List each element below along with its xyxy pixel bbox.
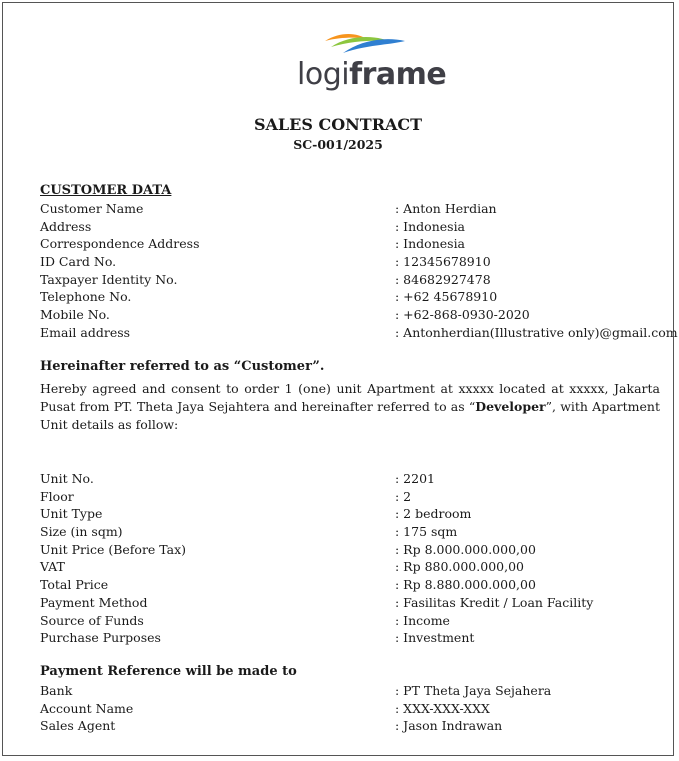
customer-row: Telephone No. : +62 45678910 <box>40 289 498 305</box>
unit-row: Unit Type : 2 bedroom <box>40 506 472 522</box>
unit-row: Payment Method : Fasilitas Kredit / Loan Facility <box>40 594 594 610</box>
unit-row: Unit No. : 2201 <box>40 471 435 486</box>
logo-wordmark: logiframe <box>297 57 447 92</box>
customer-row: Mobile No. : +62-868-0930-2020 <box>40 307 530 323</box>
customer-row: Customer Name : Anton Herdian <box>40 201 497 216</box>
agreement-paragraph: Hereby agreed and consent to order 1 (one) unit Apartment at xxxxx located at xxxxx, Jakarta Pusat from PT. Theta Jaya Sejahtera and hereinafter referred to as “Developer”, with Apartment Unit details as follow: <box>40 381 660 432</box>
customer-data-heading: CUSTOMER DATA <box>40 183 172 198</box>
unit-row: Unit Price (Before Tax) : Rp 8.000.000.000,00 <box>40 541 536 557</box>
payment-row: Bank : PT Theta Jaya Sejahera <box>40 683 552 698</box>
customer-row: ID Card No. : 12345678910 <box>40 254 491 270</box>
customer-row: Correspondence Address : Indonesia <box>40 236 466 252</box>
payment-row: Account Name : XXX-XXX-XXX <box>40 700 490 716</box>
unit-row: Size (in sqm) : 175 sqm <box>40 524 458 540</box>
payment-reference-table <box>40 682 660 735</box>
payment-row: Sales Agent : Jason Indrawan <box>40 718 503 734</box>
unit-details-table <box>40 470 660 647</box>
logo-swoosh-icon <box>323 31 407 57</box>
document-title: SALES CONTRACT <box>253 115 423 134</box>
unit-row: Purchase Purposes : Investment <box>40 630 475 646</box>
unit-row: Total Price : Rp 8.880.000.000,00 <box>40 577 536 593</box>
customer-row: Taxpayer Identity No. : 84682927478 <box>40 271 491 287</box>
developer-term: Developer <box>475 399 546 414</box>
company-logo <box>297 31 447 101</box>
customer-data-table <box>40 200 678 342</box>
payment-reference-heading: Payment Reference will be made to <box>40 664 297 679</box>
unit-row: Floor : 2 <box>40 488 412 504</box>
customer-reference-heading: Hereinafter referred to as “Customer”. <box>40 359 325 374</box>
document-number: SC-001/2025 <box>293 137 383 152</box>
unit-row: VAT : Rp 880.000.000,00 <box>40 559 524 575</box>
customer-row: Email address : Antonherdian(Illustrative only)@gmail.com <box>40 324 678 340</box>
customer-row: Address : Indonesia <box>40 218 466 234</box>
contract-page <box>2 2 678 756</box>
unit-row: Source of Funds : Income <box>40 612 450 628</box>
